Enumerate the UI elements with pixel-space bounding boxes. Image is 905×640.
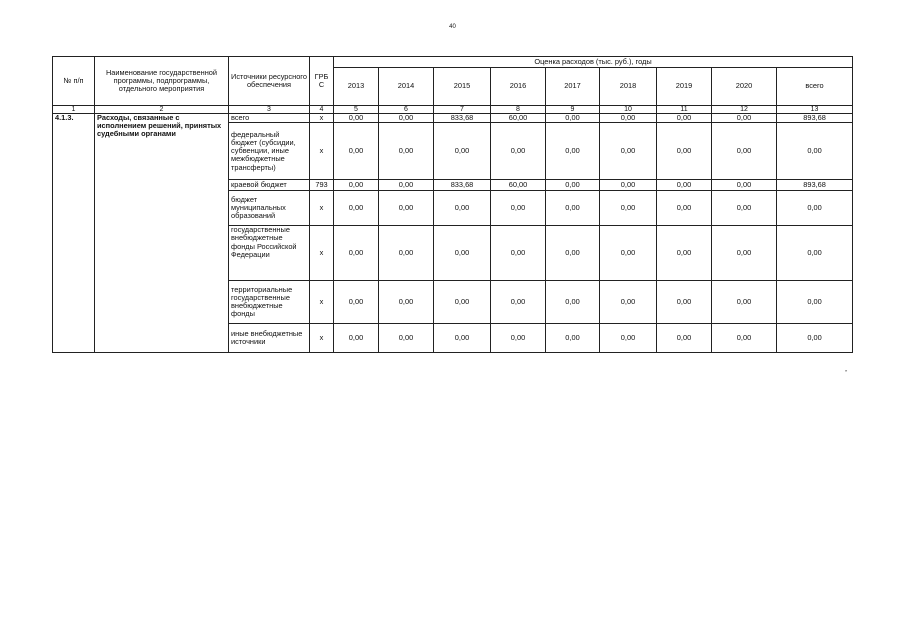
total-cell: 0,00 <box>777 123 853 180</box>
value-cell: 0,00 <box>657 123 712 180</box>
value-cell: 0,00 <box>546 114 600 123</box>
value-cell: 0,00 <box>334 114 379 123</box>
value-cell: 0,00 <box>657 114 712 123</box>
header-year: 2013 <box>334 68 379 106</box>
column-number: 3 <box>229 106 310 114</box>
column-number: 10 <box>600 106 657 114</box>
table-row <box>53 114 853 123</box>
source-cell: всего <box>229 114 310 123</box>
header-estimate: Оценка расходов (тыс. руб.), годы <box>334 57 853 68</box>
column-number: 7 <box>434 106 491 114</box>
header-year-total: всего <box>777 68 853 106</box>
value-cell: 0,00 <box>546 180 600 191</box>
total-cell: 893,68 <box>777 114 853 123</box>
column-number: 13 <box>777 106 853 114</box>
total-cell: 0,00 <box>777 281 853 324</box>
value-cell: 0,00 <box>434 281 491 324</box>
value-cell: 0,00 <box>546 324 600 353</box>
value-cell: 0,00 <box>491 191 546 226</box>
value-cell: 0,00 <box>546 191 600 226</box>
column-number: 6 <box>379 106 434 114</box>
value-cell: 0,00 <box>600 191 657 226</box>
header-year: 2020 <box>712 68 777 106</box>
column-number: 12 <box>712 106 777 114</box>
grbs-cell: x <box>310 123 334 180</box>
value-cell: 0,00 <box>657 226 712 281</box>
source-cell: государственные внебюджетные фонды Российской Федерации <box>229 226 310 281</box>
value-cell: 0,00 <box>546 123 600 180</box>
header-year: 2014 <box>379 68 434 106</box>
value-cell: 0,00 <box>712 114 777 123</box>
column-number: 8 <box>491 106 546 114</box>
value-cell: 60,00 <box>491 114 546 123</box>
header-year: 2019 <box>657 68 712 106</box>
value-cell: 0,00 <box>600 324 657 353</box>
value-cell: 0,00 <box>434 191 491 226</box>
value-cell: 0,00 <box>712 226 777 281</box>
value-cell: 60,00 <box>491 180 546 191</box>
value-cell: 0,00 <box>379 180 434 191</box>
value-cell: 0,00 <box>546 226 600 281</box>
value-cell: 0,00 <box>600 226 657 281</box>
column-number: 9 <box>546 106 600 114</box>
column-numbers-row <box>53 106 853 114</box>
value-cell: 833,68 <box>434 114 491 123</box>
item-name: Расходы, связанные с исполнением решений, принятых судебными органами <box>95 114 229 353</box>
column-number: 11 <box>657 106 712 114</box>
source-cell: территориальные государственные внебюджетные фонды <box>229 281 310 324</box>
value-cell: 0,00 <box>600 114 657 123</box>
source-cell: федеральный бюджет (субсидии, субвенции, иные межбюджетные трансферты) <box>229 123 310 180</box>
header-year: 2017 <box>546 68 600 106</box>
total-cell: 0,00 <box>777 191 853 226</box>
header-year: 2015 <box>434 68 491 106</box>
total-cell: 893,68 <box>777 180 853 191</box>
value-cell: 0,00 <box>712 180 777 191</box>
value-cell: 0,00 <box>546 281 600 324</box>
value-cell: 0,00 <box>712 281 777 324</box>
value-cell: 0,00 <box>434 123 491 180</box>
value-cell: 0,00 <box>657 180 712 191</box>
budget-table <box>52 56 853 353</box>
total-cell: 0,00 <box>777 226 853 281</box>
value-cell: 0,00 <box>379 226 434 281</box>
value-cell: 0,00 <box>379 191 434 226</box>
value-cell: 0,00 <box>491 324 546 353</box>
value-cell: 0,00 <box>334 123 379 180</box>
value-cell: 0,00 <box>491 123 546 180</box>
source-cell: бюджет муниципальных образований <box>229 191 310 226</box>
value-cell: 0,00 <box>434 226 491 281</box>
value-cell: 0,00 <box>712 123 777 180</box>
value-cell: 0,00 <box>491 226 546 281</box>
value-cell: 0,00 <box>657 281 712 324</box>
value-cell: 0,00 <box>434 324 491 353</box>
column-number: 4 <box>310 106 334 114</box>
header-name: Наименование государственной программы, подпрограммы, отдельного мероприятия <box>95 57 229 106</box>
value-cell: 0,00 <box>334 281 379 324</box>
value-cell: 0,00 <box>334 180 379 191</box>
source-cell: иные внебюджетные источники <box>229 324 310 353</box>
value-cell: 0,00 <box>379 324 434 353</box>
value-cell: 0,00 <box>600 281 657 324</box>
header-sources: Источники ресурсного обеспечения <box>229 57 310 106</box>
grbs-cell: x <box>310 114 334 123</box>
header-year: 2018 <box>600 68 657 106</box>
total-cell: 0,00 <box>777 324 853 353</box>
value-cell: 0,00 <box>600 180 657 191</box>
value-cell: 0,00 <box>491 281 546 324</box>
header-row-top <box>53 57 853 68</box>
value-cell: 0,00 <box>379 281 434 324</box>
column-number: 5 <box>334 106 379 114</box>
value-cell: 0,00 <box>379 114 434 123</box>
grbs-cell: x <box>310 191 334 226</box>
value-cell: 0,00 <box>657 324 712 353</box>
header-num: № п/п <box>53 57 95 106</box>
value-cell: 0,00 <box>712 324 777 353</box>
column-number: 2 <box>95 106 229 114</box>
header-year: 2016 <box>491 68 546 106</box>
value-cell: 0,00 <box>334 226 379 281</box>
value-cell: 833,68 <box>434 180 491 191</box>
value-cell: 0,00 <box>379 123 434 180</box>
value-cell: 0,00 <box>334 324 379 353</box>
corner-mark: » <box>845 368 848 373</box>
source-cell: краевой бюджет <box>229 180 310 191</box>
grbs-cell: x <box>310 281 334 324</box>
grbs-cell: 793 <box>310 180 334 191</box>
column-number: 1 <box>53 106 95 114</box>
value-cell: 0,00 <box>600 123 657 180</box>
item-number: 4.1.3. <box>53 114 95 353</box>
value-cell: 0,00 <box>712 191 777 226</box>
value-cell: 0,00 <box>657 191 712 226</box>
page-number: 40 <box>449 24 456 30</box>
grbs-cell: x <box>310 324 334 353</box>
header-grbs: ГРБ С <box>310 57 334 106</box>
grbs-cell: x <box>310 226 334 281</box>
value-cell: 0,00 <box>334 191 379 226</box>
